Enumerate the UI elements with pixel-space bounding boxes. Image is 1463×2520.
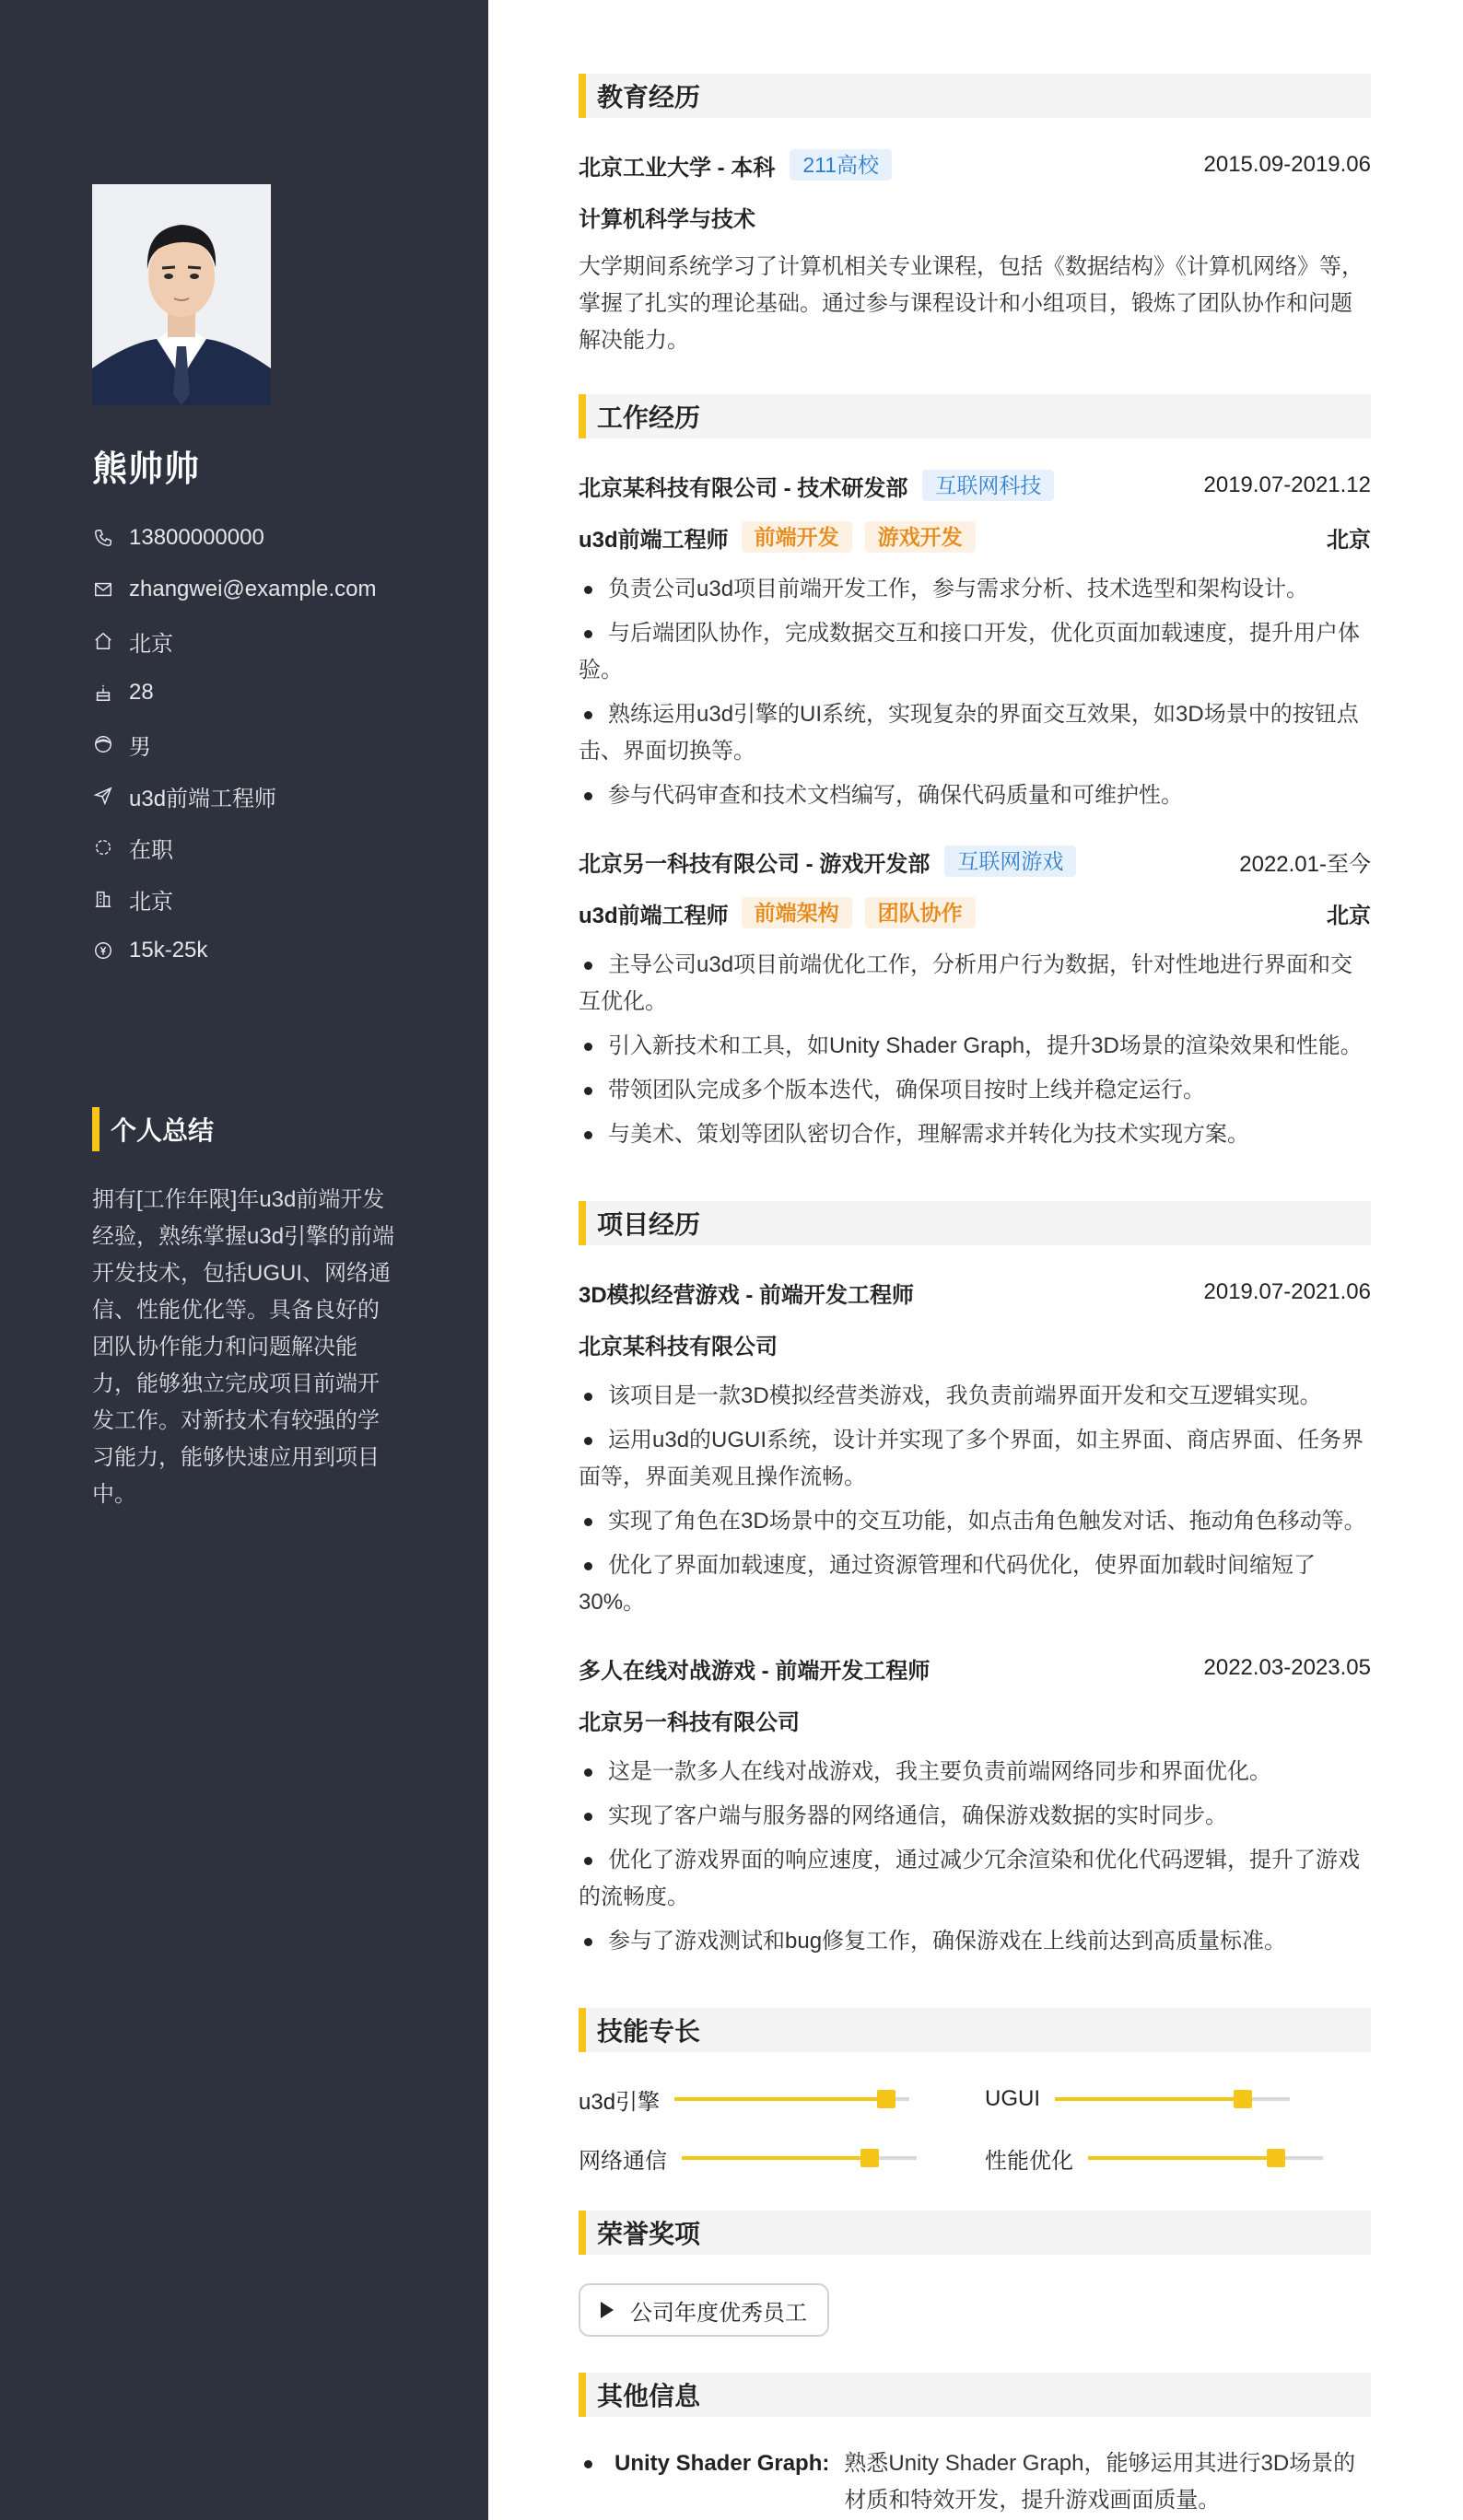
award-name: 公司年度优秀员工 bbox=[630, 2300, 807, 2326]
list-item: 熟练运用u3d引擎的UI系统，实现复杂的界面交互效果，如3D场景中的按钮点击、界面切换等。 bbox=[579, 696, 1371, 770]
skill-level-fill bbox=[674, 2097, 886, 2101]
project-2-period: 2022.03-2023.05 bbox=[1203, 1655, 1371, 1680]
sidebar bbox=[0, 0, 488, 2520]
skill-item bbox=[985, 2140, 1323, 2176]
education-section-title: 教育经历 bbox=[579, 74, 1371, 118]
job-2-duties bbox=[579, 947, 1371, 1161]
list-item: 负责公司u3d项目前端开发工作，参与需求分析、技术选型和架构设计。 bbox=[579, 571, 1371, 608]
skill-level-bar bbox=[1055, 2097, 1290, 2101]
summary-text: 拥有[工作年限]年u3d前端开发经验，熟练掌握u3d引擎的前端开发技术，包括UGUI、网络通信、性能优化等。具备良好的团队协作能力和问题解决能力，能够独立完成项目前端开发工作。对新技术有较强的学习能力，能够快速应用到项目中。 bbox=[92, 1187, 395, 1507]
awards-section-title: 荣誉奖项 bbox=[579, 2211, 1371, 2255]
home-icon bbox=[92, 630, 114, 652]
salary-icon bbox=[92, 939, 114, 962]
salary-text: 15k-25k bbox=[129, 938, 208, 962]
projects-section-title: 项目经历 bbox=[579, 1201, 1371, 1245]
skill-level-bar bbox=[1088, 2156, 1323, 2160]
job-1-header bbox=[579, 467, 1371, 504]
job-2-header bbox=[579, 843, 1371, 880]
list-item: 优化了游戏界面的响应速度，通过减少冗余渲染和优化代码逻辑，提升了游戏的流畅度。 bbox=[579, 1842, 1371, 1916]
skill-name: 网络通信 bbox=[579, 2148, 667, 2174]
status-icon bbox=[92, 836, 114, 858]
project-2-details bbox=[579, 1754, 1371, 1967]
job-1-duties bbox=[579, 571, 1371, 822]
phone-icon bbox=[92, 527, 114, 549]
project-1-header bbox=[579, 1274, 1371, 1311]
work-city-text: 北京 bbox=[129, 889, 173, 915]
play-icon bbox=[601, 2302, 614, 2318]
list-item: 参与了游戏测试和bug修复工作，确保游戏在上线前达到高质量标准。 bbox=[579, 1923, 1371, 1960]
list-item: 实现了客户端与服务器的网络通信，确保游戏数据的实时同步。 bbox=[579, 1798, 1371, 1835]
job-2-period: 2022.01-至今 bbox=[1239, 851, 1371, 877]
job-2-company: 北京另一科技有限公司 - 游戏开发部 bbox=[579, 851, 930, 877]
status-text: 在职 bbox=[129, 837, 173, 863]
list-item: 与美术、策划等团队密切合作，理解需求并转化为技术实现方案。 bbox=[579, 1116, 1371, 1153]
info-phone bbox=[92, 512, 377, 564]
position-text: u3d前端工程师 bbox=[129, 786, 277, 811]
list-item: 主导公司u3d项目前端优化工作，分析用户行为数据，针对性地进行界面和交互优化。 bbox=[579, 947, 1371, 1021]
list-item: 实现了角色在3D场景中的交互功能，如点击角色触发对话、拖动角色移动等。 bbox=[579, 1503, 1371, 1540]
skill-level-fill bbox=[1055, 2097, 1243, 2101]
contact-info-list bbox=[92, 512, 377, 976]
job-1-skill-tag: 前端开发 bbox=[742, 521, 852, 553]
building-icon bbox=[92, 888, 114, 910]
other-info-key: Unity Shader Graph: bbox=[614, 2451, 830, 2476]
job-1-skill-tag: 游戏开发 bbox=[865, 521, 976, 553]
job-1-period: 2019.07-2021.12 bbox=[1203, 472, 1371, 497]
list-item: 引入新技术和工具，如Unity Shader Graph，提升3D场景的渲染效果和性能。 bbox=[579, 1028, 1371, 1065]
other-info-value: 熟悉Unity Shader Graph，能够运用其进行3D场景的材质和特效开发，提升游戏画面质量。 bbox=[844, 2451, 1356, 2513]
skill-name: 性能优化 bbox=[985, 2148, 1073, 2174]
list-item: 运用u3d的UGUI系统，设计并实现了多个界面，如主界面、商店界面、任务界面等，界面美观且操作流畅。 bbox=[579, 1422, 1371, 1496]
other-info-item bbox=[579, 2445, 1371, 2519]
mail-icon bbox=[92, 578, 114, 601]
info-work-city bbox=[92, 873, 377, 925]
project-1-company: 北京某科技有限公司 bbox=[579, 1334, 778, 1359]
skill-level-knob bbox=[1267, 2149, 1285, 2167]
summary-title: 个人总结 bbox=[92, 1107, 214, 1151]
skills-section-title: 技能专长 bbox=[579, 2008, 1371, 2052]
info-email bbox=[92, 564, 377, 615]
skill-level-knob bbox=[877, 2090, 895, 2108]
gender-text: 男 bbox=[129, 734, 151, 760]
skill-level-knob bbox=[1234, 2090, 1252, 2108]
profile-name: 熊帅帅 bbox=[92, 450, 201, 489]
project-1-name: 3D模拟经营游戏 - 前端开发工程师 bbox=[579, 1282, 915, 1308]
school-name: 北京工业大学 - 本科 bbox=[579, 155, 776, 181]
job-2-city: 北京 bbox=[1327, 903, 1371, 928]
info-position bbox=[92, 770, 377, 822]
job-2-tag: 互联网游戏 bbox=[944, 846, 1076, 877]
job-2-role-row bbox=[579, 894, 1371, 931]
list-item: 该项目是一款3D模拟经营类游戏，我负责前端界面开发和交互逻辑实现。 bbox=[579, 1378, 1371, 1415]
avatar bbox=[92, 184, 271, 405]
work-section-title: 工作经历 bbox=[579, 394, 1371, 438]
list-item: 参与代码审查和技术文档编写，确保代码质量和可维护性。 bbox=[579, 777, 1371, 814]
job-1-city: 北京 bbox=[1327, 527, 1371, 553]
send-icon bbox=[92, 785, 114, 807]
project-1-details bbox=[579, 1378, 1371, 1628]
project-2-header bbox=[579, 1650, 1371, 1686]
city-text: 北京 bbox=[129, 631, 173, 657]
bullet-icon bbox=[584, 2460, 592, 2468]
education-desc: 大学期间系统学习了计算机相关专业课程，包括《数据结构》《计算机网络》等，掌握了扎实的理论基础。通过参与课程设计和小组项目，锻炼了团队协作和问题解决能力。 bbox=[579, 254, 1364, 353]
skill-item bbox=[579, 2140, 917, 2176]
skill-level-bar bbox=[674, 2097, 909, 2101]
job-1-role: u3d前端工程师 bbox=[579, 527, 729, 553]
list-item: 这是一款多人在线对战游戏，我主要负责前端网络同步和界面优化。 bbox=[579, 1754, 1371, 1791]
skill-item bbox=[579, 2081, 909, 2118]
project-2-name: 多人在线对战游戏 - 前端开发工程师 bbox=[579, 1658, 930, 1684]
list-item: 与后端团队协作，完成数据交互和接口开发，优化页面加载速度，提升用户体验。 bbox=[579, 615, 1371, 689]
skill-level-knob bbox=[860, 2149, 879, 2167]
job-1-tag: 互联网科技 bbox=[922, 470, 1054, 501]
profile-photo bbox=[92, 184, 271, 405]
cake-icon bbox=[92, 682, 114, 704]
phone-text: 13800000000 bbox=[129, 525, 264, 550]
skill-item bbox=[985, 2081, 1290, 2118]
job-2-skill-tag: 团队协作 bbox=[865, 897, 976, 928]
info-salary bbox=[92, 925, 377, 976]
other-section-title: 其他信息 bbox=[579, 2373, 1371, 2417]
project-2-company: 北京另一科技有限公司 bbox=[579, 1709, 800, 1735]
project-1-period: 2019.07-2021.06 bbox=[1203, 1279, 1371, 1304]
gender-icon bbox=[92, 733, 114, 755]
job-1-company: 北京某科技有限公司 - 技术研发部 bbox=[579, 475, 908, 501]
skill-name: u3d引擎 bbox=[579, 2089, 661, 2115]
info-status bbox=[92, 822, 377, 873]
list-item: 带领团队完成多个版本迭代，确保项目按时上线并稳定运行。 bbox=[579, 1072, 1371, 1109]
education-period: 2015.09-2019.06 bbox=[1203, 152, 1371, 177]
skill-name: UGUI bbox=[985, 2086, 1040, 2111]
major: 计算机科学与技术 bbox=[579, 206, 755, 232]
job-1-role-row bbox=[579, 519, 1371, 555]
job-2-role: u3d前端工程师 bbox=[579, 903, 729, 928]
list-item: 优化了界面加载速度，通过资源管理和代码优化，使界面加载时间缩短了30%。 bbox=[579, 1547, 1371, 1621]
info-gender bbox=[92, 718, 377, 770]
education-header bbox=[579, 146, 1371, 183]
skill-level-fill bbox=[1088, 2156, 1276, 2160]
info-age bbox=[92, 667, 377, 718]
info-city bbox=[92, 615, 377, 667]
email-text: zhangwei@example.com bbox=[129, 577, 377, 601]
skill-level-bar bbox=[682, 2156, 917, 2160]
age-text: 28 bbox=[129, 680, 154, 705]
award-item[interactable] bbox=[579, 2283, 829, 2337]
skill-level-fill bbox=[682, 2156, 870, 2160]
school-tag: 211高校 bbox=[790, 149, 892, 181]
job-2-skill-tag: 前端架构 bbox=[742, 897, 852, 928]
